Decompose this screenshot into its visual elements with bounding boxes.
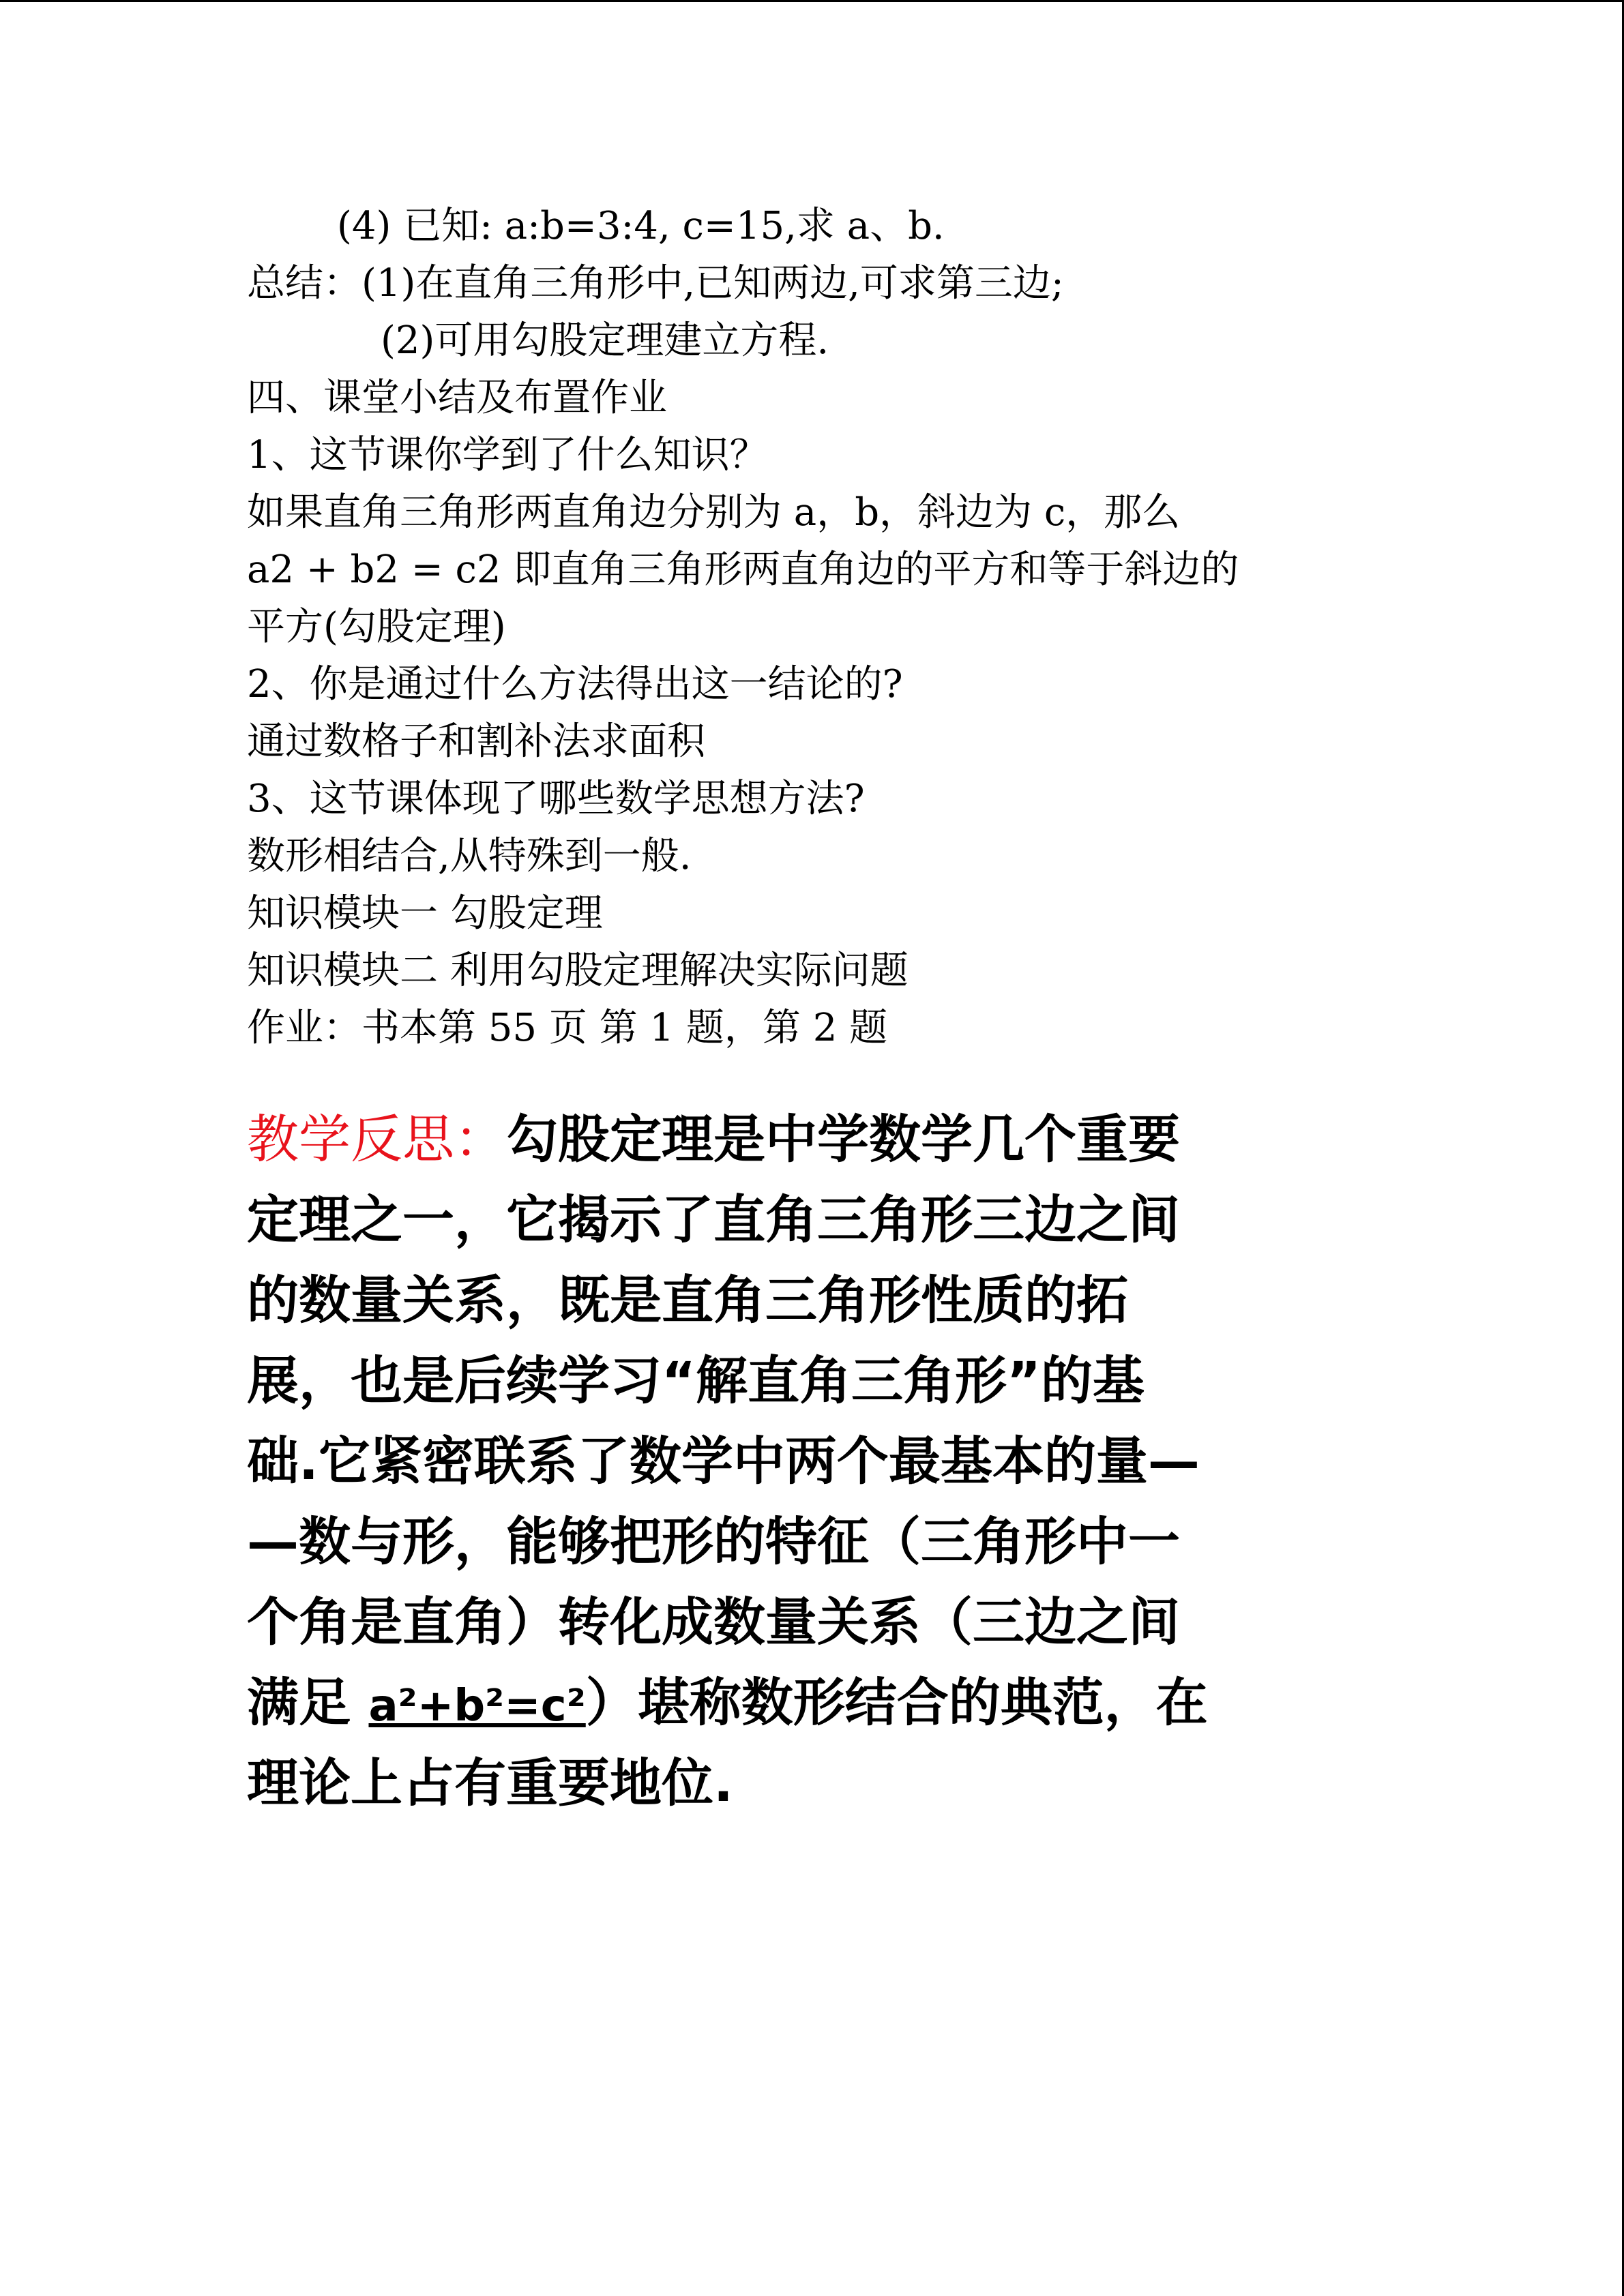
text-line: 数形相结合,从特殊到一般. [247,834,692,878]
homework-line: 作业：书本第 55 页 第 1 题，第 2 题 [247,1006,888,1050]
reflection-text: 勾股定理是中学数学几个重要 [506,1109,1180,1169]
text-line: 知识模块二 利用勾股定理解决实际问题 [247,949,909,993]
text-line: 3、这节课体现了哪些数学思想方法? [247,777,865,821]
text-line: 2、你是通过什么方法得出这一结论的? [247,662,903,706]
reflection-line: —数与形，能够把形的特征（三角形中一 [247,1511,1180,1572]
text-line: (4) 已知: a:b=3:4, c=15,求 a、b. [337,204,945,248]
reflection-line [247,1663,1208,1743]
text-line: 平方(勾股定理) [247,605,506,649]
text-line: 知识模块一 勾股定理 [247,891,603,936]
text-line: 1、这节课你学到了什么知识？ [247,433,768,477]
reflection-text: 满足 [247,1672,369,1733]
text-line: a2 + b2 = c2 即直角三角形两直角边的平方和等于斜边的 [247,548,1239,592]
reflection-line: 定理之一，它揭示了直角三角形三边之间 [247,1189,1180,1250]
pythagorean-formula: a²+b²=c² [368,1681,586,1731]
text-line: (2)可用勾股定理建立方程. [381,318,829,363]
reflection-text: ）堪称数形结合的典范，在 [585,1672,1208,1733]
reflection-line: 理论上占有重要地位. [247,1753,733,1813]
reflection-line: 个角是直角）转化成数量关系（三边之间 [247,1592,1180,1652]
text-line: 总结：(1)在直角三角形中,已知两边,可求第三边; [247,261,1064,305]
reflection-label: 教学反思： [247,1109,506,1169]
page-border-top [0,0,1624,2]
text-line: 通过数格子和割补法求面积 [247,719,705,764]
section-heading: 四、课堂小结及布置作业 [247,376,667,420]
reflection-line [247,1099,1180,1180]
text-line: 如果直角三角形两直角边分别为 a，b，斜边为 c，那么 [247,490,1181,535]
reflection-line: 础.它紧密联系了数学中两个最基本的量— [247,1431,1200,1491]
reflection-line: 的数量关系，既是直角三角形性质的拓 [247,1270,1128,1330]
reflection-line: 展，也是后续学习“解直角三角形”的基 [247,1350,1145,1411]
